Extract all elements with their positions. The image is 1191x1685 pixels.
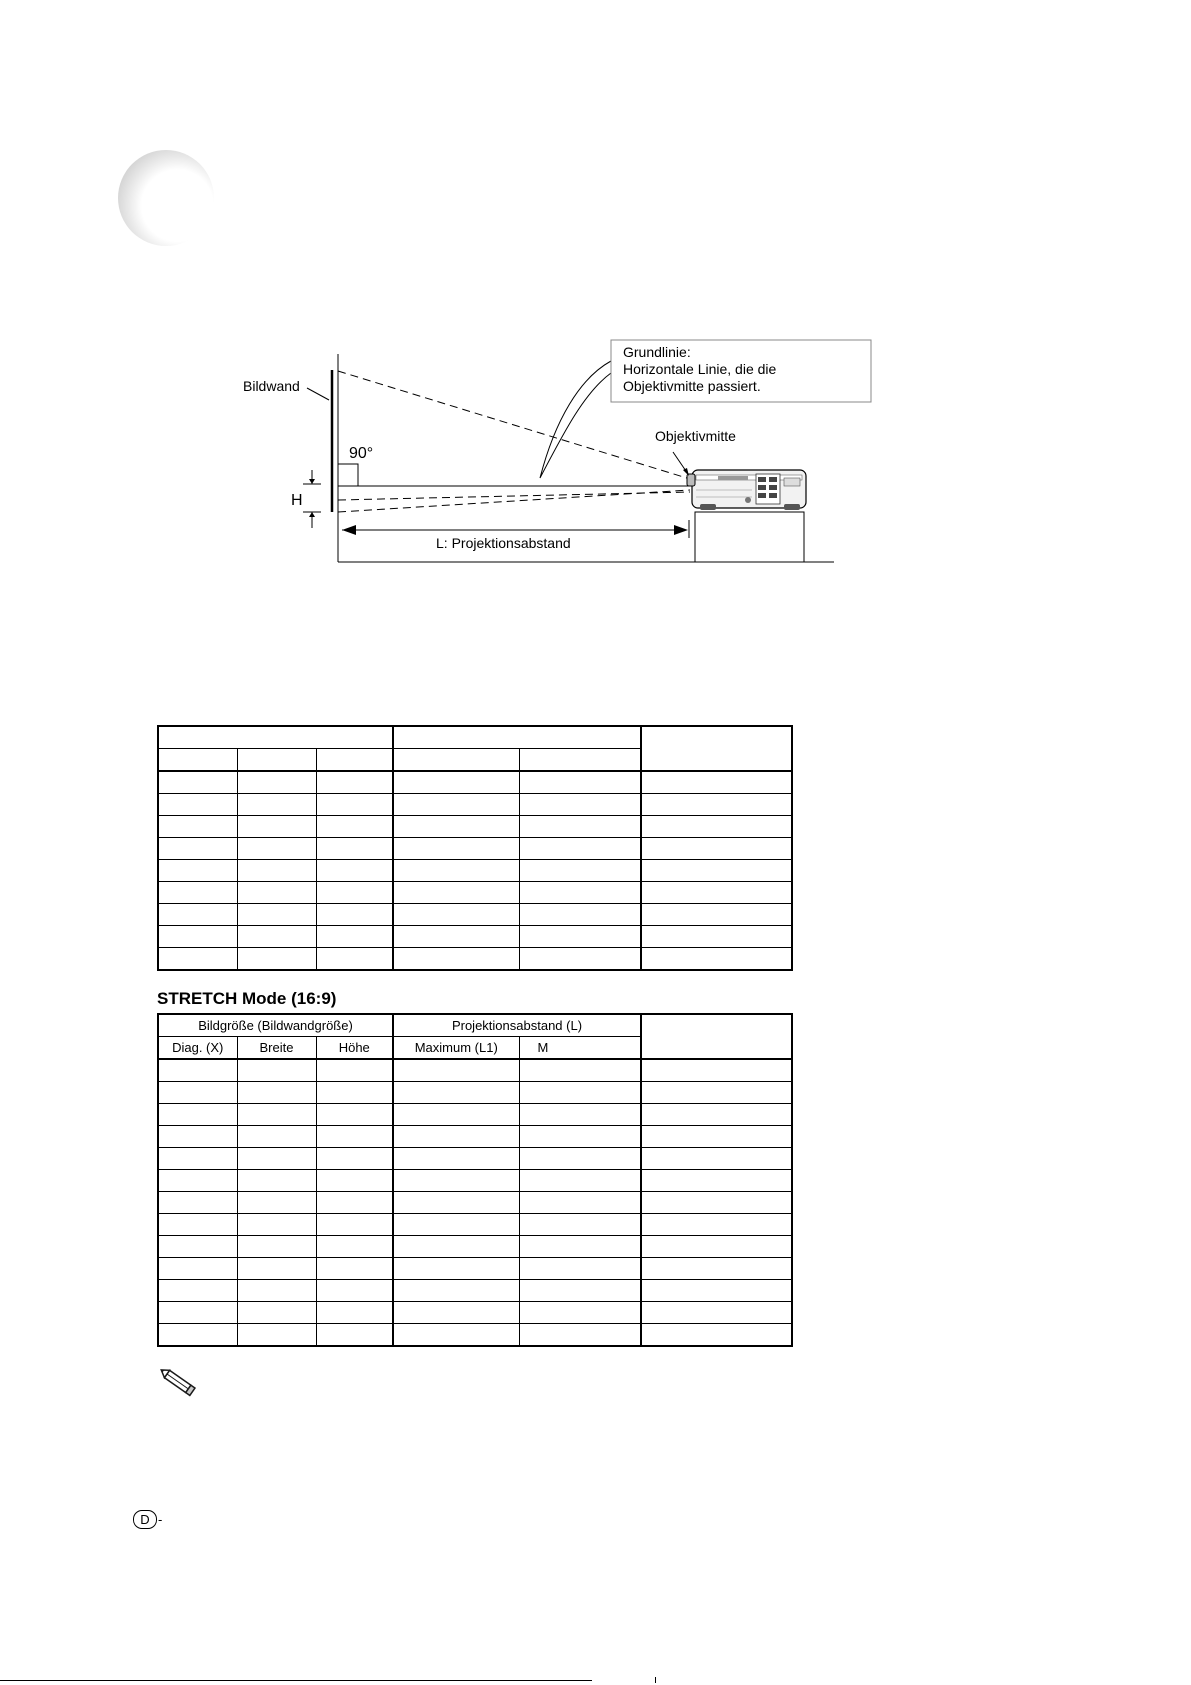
table-cell xyxy=(237,882,316,904)
table2-header-image-size: Bildgröße (Bildwandgröße) xyxy=(158,1014,393,1037)
table-cell xyxy=(158,1280,237,1302)
table-cell xyxy=(519,1148,641,1170)
table2-subheader-min: M xyxy=(519,1037,641,1060)
table-cell xyxy=(237,838,316,860)
table-cell xyxy=(393,1258,519,1280)
table-cell xyxy=(316,1324,393,1347)
table-cell xyxy=(393,1170,519,1192)
table-cell xyxy=(641,1302,792,1324)
table-cell xyxy=(519,882,641,904)
table-cell xyxy=(393,1126,519,1148)
table-cell xyxy=(519,1170,641,1192)
table-cell xyxy=(158,1302,237,1324)
projection-mid-dashed-line xyxy=(338,492,690,500)
table-cell xyxy=(316,1258,393,1280)
table-row xyxy=(158,1126,792,1148)
table-cell xyxy=(316,1148,393,1170)
table-cell xyxy=(158,1192,237,1214)
table-cell xyxy=(519,948,641,971)
table-cell xyxy=(316,1192,393,1214)
distance-label: L: Projektionsabstand xyxy=(436,535,571,551)
table-cell xyxy=(393,1236,519,1258)
table-cell xyxy=(158,1104,237,1126)
h-dimension-bottom-arrowhead xyxy=(309,512,315,517)
table-cell xyxy=(316,1214,393,1236)
table2-header-distance: Projektionsabstand (L) xyxy=(393,1014,641,1037)
pencil-note-icon xyxy=(158,1364,200,1402)
table-cell xyxy=(641,1258,792,1280)
table-row xyxy=(158,794,792,816)
table-row xyxy=(158,1192,792,1214)
table-cell xyxy=(641,1280,792,1302)
table-cell xyxy=(158,1082,237,1104)
callout-leader xyxy=(540,361,611,478)
table-cell xyxy=(519,1302,641,1324)
table-row xyxy=(158,1258,792,1280)
table-row xyxy=(158,1104,792,1126)
page-marker xyxy=(133,1510,162,1529)
screen-label: Bildwand xyxy=(243,378,300,394)
table-cell xyxy=(393,1082,519,1104)
table-cell xyxy=(519,1236,641,1258)
table-cell xyxy=(519,1104,641,1126)
table-cell xyxy=(519,1059,641,1082)
table-row xyxy=(158,860,792,882)
table-cell xyxy=(519,1126,641,1148)
table-row xyxy=(158,1148,792,1170)
table-cell xyxy=(519,1214,641,1236)
table-row xyxy=(158,926,792,948)
table-cell xyxy=(641,1170,792,1192)
table-cell xyxy=(158,1126,237,1148)
table-cell xyxy=(393,816,519,838)
page-marker-suffix: - xyxy=(158,1512,163,1527)
table-cell xyxy=(237,1214,316,1236)
table-row xyxy=(158,1170,792,1192)
table-cell xyxy=(237,1082,316,1104)
table-cell xyxy=(519,771,641,794)
table-cell xyxy=(393,860,519,882)
projection-table-stretch xyxy=(157,1013,793,1347)
table2-subheader-diag: Diag. (X) xyxy=(158,1037,237,1060)
table-cell xyxy=(641,1148,792,1170)
table-cell xyxy=(158,816,237,838)
table-cell xyxy=(316,794,393,816)
table-cell xyxy=(158,1148,237,1170)
table-cell xyxy=(158,771,237,794)
table-cell xyxy=(237,1148,316,1170)
table-cell xyxy=(393,1214,519,1236)
table-cell xyxy=(237,771,316,794)
table-cell xyxy=(393,882,519,904)
table-cell xyxy=(158,1059,237,1082)
table-cell xyxy=(158,882,237,904)
projector-stand xyxy=(695,512,804,562)
table-cell xyxy=(641,1059,792,1082)
table-cell xyxy=(237,1324,316,1347)
table-cell xyxy=(519,860,641,882)
table-row xyxy=(158,882,792,904)
table-cell xyxy=(237,926,316,948)
table1-subheader xyxy=(237,749,316,772)
table-cell xyxy=(393,1059,519,1082)
table-cell xyxy=(158,1214,237,1236)
table-cell xyxy=(316,926,393,948)
table-cell xyxy=(237,1302,316,1324)
table-cell xyxy=(519,816,641,838)
table-cell xyxy=(393,904,519,926)
table-cell xyxy=(393,794,519,816)
bottom-rule xyxy=(0,1680,592,1681)
h-label: H xyxy=(291,492,303,509)
table-cell xyxy=(641,1104,792,1126)
table-row xyxy=(158,904,792,926)
table-row xyxy=(158,1082,792,1104)
screen-label-pointer xyxy=(307,388,329,400)
table-row xyxy=(158,1324,792,1347)
table-cell xyxy=(237,1104,316,1126)
table-cell xyxy=(393,1148,519,1170)
table-cell xyxy=(641,1324,792,1347)
right-angle-marker xyxy=(338,464,358,486)
table-cell xyxy=(158,1170,237,1192)
table1-header-last xyxy=(641,726,792,771)
table1-subheader xyxy=(158,749,237,772)
table1-subheader xyxy=(316,749,393,772)
table-cell xyxy=(641,1082,792,1104)
table-cell xyxy=(316,860,393,882)
table-cell xyxy=(519,926,641,948)
table-cell xyxy=(158,1236,237,1258)
table2-header-last xyxy=(641,1014,792,1059)
table-cell xyxy=(393,771,519,794)
table-cell xyxy=(237,1059,316,1082)
table-cell xyxy=(158,794,237,816)
projection-diagram xyxy=(0,0,1191,600)
lens-center-pointer-head xyxy=(683,468,689,476)
table-cell xyxy=(158,838,237,860)
table-cell xyxy=(519,1082,641,1104)
table-cell xyxy=(158,904,237,926)
table-cell xyxy=(316,1126,393,1148)
table-cell xyxy=(393,926,519,948)
table-cell xyxy=(237,1170,316,1192)
table-cell xyxy=(393,1324,519,1347)
distance-arrow-right-head xyxy=(674,525,688,535)
table-cell xyxy=(519,794,641,816)
table-row xyxy=(158,1236,792,1258)
callout-line-2: Horizontale Linie, die die xyxy=(623,361,777,377)
table-cell xyxy=(316,1170,393,1192)
stretch-mode-heading: STRETCH Mode (16:9) xyxy=(157,989,337,1008)
table-cell xyxy=(519,1258,641,1280)
table-cell xyxy=(316,838,393,860)
table1-header-image-size xyxy=(158,726,393,749)
table1-header-distance xyxy=(393,726,641,749)
table-cell xyxy=(519,904,641,926)
table-cell xyxy=(158,1324,237,1347)
table-row xyxy=(158,948,792,971)
table-row xyxy=(158,1302,792,1324)
callout-line-1: Grundlinie: xyxy=(623,344,691,360)
table-cell xyxy=(237,1126,316,1148)
table2-subheader-max: Maximum (L1) xyxy=(393,1037,519,1060)
table-cell xyxy=(316,816,393,838)
table-cell xyxy=(316,1059,393,1082)
angle-label: 90° xyxy=(349,445,374,462)
table-cell xyxy=(316,948,393,971)
table-cell xyxy=(641,926,792,948)
table-cell xyxy=(641,838,792,860)
table-cell xyxy=(393,948,519,971)
table-cell xyxy=(237,904,316,926)
table-cell xyxy=(316,1104,393,1126)
table-row xyxy=(158,1059,792,1082)
projection-table-1 xyxy=(157,725,793,971)
table-cell xyxy=(641,771,792,794)
table-cell xyxy=(158,1258,237,1280)
table-cell xyxy=(641,794,792,816)
table-cell xyxy=(393,1192,519,1214)
table-cell xyxy=(641,860,792,882)
table-row xyxy=(158,1280,792,1302)
table-cell xyxy=(158,948,237,971)
table-cell xyxy=(641,904,792,926)
table-row xyxy=(158,838,792,860)
table-cell xyxy=(237,860,316,882)
table-cell xyxy=(641,1192,792,1214)
table-cell xyxy=(316,771,393,794)
h-dimension-top-arrowhead xyxy=(309,479,315,484)
table-cell xyxy=(237,1280,316,1302)
table-cell xyxy=(641,816,792,838)
table-cell xyxy=(641,948,792,971)
table-cell xyxy=(519,1192,641,1214)
table-cell xyxy=(393,838,519,860)
table-cell xyxy=(316,882,393,904)
table-cell xyxy=(393,1280,519,1302)
table2-subheader-width: Breite xyxy=(237,1037,316,1060)
table-cell xyxy=(237,1258,316,1280)
table-cell xyxy=(641,1236,792,1258)
bottom-tick xyxy=(655,1677,656,1683)
table-cell xyxy=(237,816,316,838)
table-cell xyxy=(519,838,641,860)
distance-arrow-left-head xyxy=(342,525,356,535)
table-cell xyxy=(237,948,316,971)
table1-subheader xyxy=(519,749,641,772)
table-row xyxy=(158,771,792,794)
table-cell xyxy=(641,1126,792,1148)
table-row xyxy=(158,816,792,838)
table-cell xyxy=(237,1192,316,1214)
table-cell xyxy=(316,1082,393,1104)
table-cell xyxy=(641,882,792,904)
callout-line-3: Objektivmitte passiert. xyxy=(623,378,761,394)
table-row xyxy=(158,1214,792,1236)
table-cell xyxy=(158,860,237,882)
table-cell xyxy=(641,1214,792,1236)
projector-icon xyxy=(687,470,806,510)
table-cell xyxy=(519,1280,641,1302)
lens-center-label: Objektivmitte xyxy=(655,428,736,444)
table-cell xyxy=(316,1280,393,1302)
table-cell xyxy=(393,1104,519,1126)
table-cell xyxy=(237,1236,316,1258)
table2-subheader-height: Höhe xyxy=(316,1037,393,1060)
page-marker-letter: D xyxy=(133,1510,157,1529)
table-cell xyxy=(158,926,237,948)
table1-subheader xyxy=(393,749,519,772)
table-cell xyxy=(519,1324,641,1347)
table-cell xyxy=(237,794,316,816)
table-cell xyxy=(316,904,393,926)
table-cell xyxy=(393,1302,519,1324)
table-cell xyxy=(316,1302,393,1324)
table-cell xyxy=(316,1236,393,1258)
